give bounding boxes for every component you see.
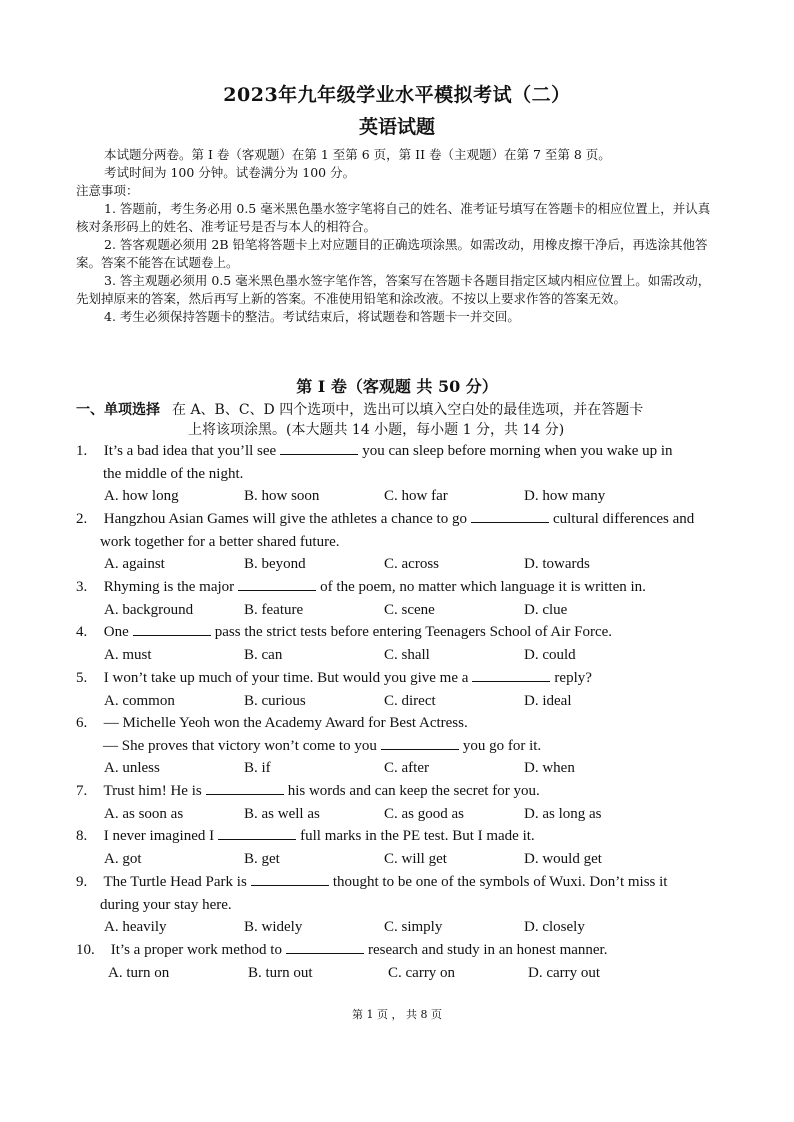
question-text-after: you can sleep before morning when you wake up in [362,443,673,459]
option-b[interactable]: B. widely [244,919,303,935]
option-c[interactable]: C. scene [384,602,435,618]
question-3-options [104,599,724,622]
question-text-line-2: during your stay here. [100,897,232,913]
question-4 [76,621,726,644]
question-text: Rhyming is the major [103,579,235,595]
section-title: 第 I 卷（客观题 共 50 分） [296,377,498,396]
option-a[interactable]: A. must [104,647,152,663]
question-text-line-2: the middle of the night. [103,466,244,482]
answer-blank [238,576,316,591]
question-1-options [104,485,724,508]
answer-blank [472,667,550,682]
part-instruction-1: 在 A、B、C、D 四个选项中，选出可以填入空白处的最佳选项，并在答题卡 [172,402,644,418]
part-heading [76,400,726,440]
question-2 [76,508,726,554]
page-footer: 第 1 页 ， 共 8 页 [352,1008,442,1021]
notice-item-1: 1. 答题前，考生务必用 0.5 毫米黑色墨水签字笔将自己的姓名、准考证号填写在答题卡的相应位置上，并认真核对条形码上的姓名、准考证号是否与本人的相符合。 [76,201,711,234]
question-text: The Turtle Head Park is [103,874,247,890]
option-b[interactable]: B. how soon [244,488,320,504]
option-c[interactable]: C. after [384,760,429,776]
option-c[interactable]: C. carry on [388,965,456,981]
option-c[interactable]: C. will get [384,851,447,867]
option-d[interactable]: D. when [524,760,575,776]
question-5-options [104,690,724,713]
option-d[interactable]: D. how many [524,488,606,504]
question-8-options [104,848,724,871]
question-text: Trust him! He is [103,783,202,799]
option-d[interactable]: D. carry out [528,965,601,981]
answer-blank [206,780,284,795]
option-b[interactable]: B. can [244,647,283,663]
question-text-after: his words and can keep the secret for you. [287,783,540,799]
question-number: 10. [76,942,95,958]
question-number: 6. [76,715,88,731]
exam-subtitle: 英语试题 [358,116,435,138]
question-text: It’s a bad idea that you’ll see [103,443,277,459]
question-number: 3. [76,579,88,595]
option-b[interactable]: B. if [244,760,271,776]
notice-line-2: 考试时间为 100 分钟。试卷满分为 100 分。 [104,165,356,180]
question-number: 7. [76,783,88,799]
question-9 [76,871,726,917]
question-10 [76,939,726,962]
question-8 [76,825,726,848]
question-3 [76,576,726,599]
question-2-options [104,553,724,576]
option-c[interactable]: C. across [384,556,439,572]
option-b[interactable]: B. feature [244,602,304,618]
question-text-after: pass the strict tests before entering Teenagers School of Air Force. [214,624,613,640]
option-d[interactable]: D. clue [524,602,568,618]
question-text: It’s a proper work method to [110,942,282,958]
question-number: 4. [76,624,88,640]
option-c[interactable]: C. direct [384,693,436,709]
option-d[interactable]: D. ideal [524,693,572,709]
dialogue-reply: — She proves that victory won’t come to you [103,738,377,754]
notice-line-1: 本试题分两卷。第 I 卷（客观题）在第 1 至第 6 页，第 II 卷（主观题）在第 7 至第 8 页。 [104,147,611,162]
option-a[interactable]: A. against [104,556,165,572]
option-a[interactable]: A. background [104,602,194,618]
question-text-after: reply? [554,670,592,686]
question-10-options [108,962,728,985]
question-text-after: research and study in an honest manner. [367,942,608,958]
question-number: 8. [76,828,88,844]
question-text-after: full marks in the PE test. But I made it. [300,828,535,844]
notice-item-3: 3. 答主观题必须用 0.5 毫米黑色墨水签字笔作答，答案写在答题卡各题目指定区域内相应位置上。如需改动，先划掉原来的答案，然后再写上新的答案。不准使用铅笔和涂改液。不按以上要求作答的答案无效。 [76,273,711,306]
option-d[interactable]: D. as long as [524,806,602,822]
option-b[interactable]: B. as well as [244,806,320,822]
option-b[interactable]: B. curious [244,693,306,709]
option-c[interactable]: C. how far [384,488,448,504]
option-a[interactable]: A. as soon as [104,806,184,822]
option-d[interactable]: D. could [524,647,576,663]
question-text: One [103,624,129,640]
question-4-options [104,644,724,667]
answer-blank [133,621,211,636]
part-label: 一、单项选择 [76,402,160,418]
answer-blank [471,508,549,523]
option-a[interactable]: A. common [104,693,175,709]
option-c[interactable]: C. shall [384,647,430,663]
question-7-options [104,803,724,826]
part-instruction-2: 上将该项涂黑。(本大题共 14 小题，每小题 1 分，共 14 分) [188,422,565,438]
question-number: 1. [76,443,88,459]
option-a[interactable]: A. heavily [104,919,167,935]
question-6 [76,712,726,758]
option-b[interactable]: B. beyond [244,556,306,572]
question-text-after: of the poem, no matter which language it is written in. [320,579,646,595]
question-text-line-2 [76,735,726,758]
answer-blank [251,871,329,886]
option-d[interactable]: D. would get [524,851,602,867]
option-a[interactable]: A. unless [104,760,160,776]
option-d[interactable]: D. towards [524,556,590,572]
option-b[interactable]: B. get [244,851,280,867]
question-text: — Michelle Yeoh won the Academy Award for Best Actress. [103,715,468,731]
question-number: 5. [76,670,88,686]
question-9-options [104,916,724,939]
question-text: Hangzhou Asian Games will give the athletes a chance to go [103,511,467,527]
notice-heading: 注意事项： [76,183,139,198]
question-text-after: cultural differences and [552,511,695,527]
option-a[interactable]: A. got [104,851,142,867]
option-b[interactable]: B. turn out [248,965,313,981]
question-number: 2. [76,511,88,527]
option-d[interactable]: D. closely [524,919,585,935]
question-1 [76,440,726,486]
question-number: 9. [76,874,88,890]
option-c[interactable]: C. simply [384,919,443,935]
answer-blank [381,735,459,750]
answer-blank [218,825,296,840]
notice-item-2: 2. 答客观题必须用 2B 铅笔将答题卡上对应题目的正确选项涂黑。如需改动，用橡皮擦干净后，再选涂其他答案。答案不能答在试题卷上。 [76,237,708,270]
answer-blank [286,939,364,954]
notice-item-4: 4. 考生必须保持答题卡的整洁。考试结束后，将试题卷和答题卡一并交回。 [104,309,520,324]
dialogue-reply-after: you go for it. [462,738,542,754]
question-6-options [104,757,724,780]
question-text: I won’t take up much of your time. But would you give me a [103,670,469,686]
question-text-line-2: work together for a better shared future. [100,534,340,550]
exam-title: 2023年九年级学业水平模拟考试（二） [223,84,571,106]
option-c[interactable]: C. as good as [384,806,464,822]
option-a[interactable]: A. turn on [108,965,170,981]
question-text: I never imagined I [103,828,215,844]
answer-blank [280,440,358,455]
question-text-after: thought to be one of the symbols of Wuxi. Don’t miss it [332,874,668,890]
option-a[interactable]: A. how long [104,488,179,504]
question-7 [76,780,726,803]
notice-block [76,146,720,326]
question-5 [76,667,726,690]
